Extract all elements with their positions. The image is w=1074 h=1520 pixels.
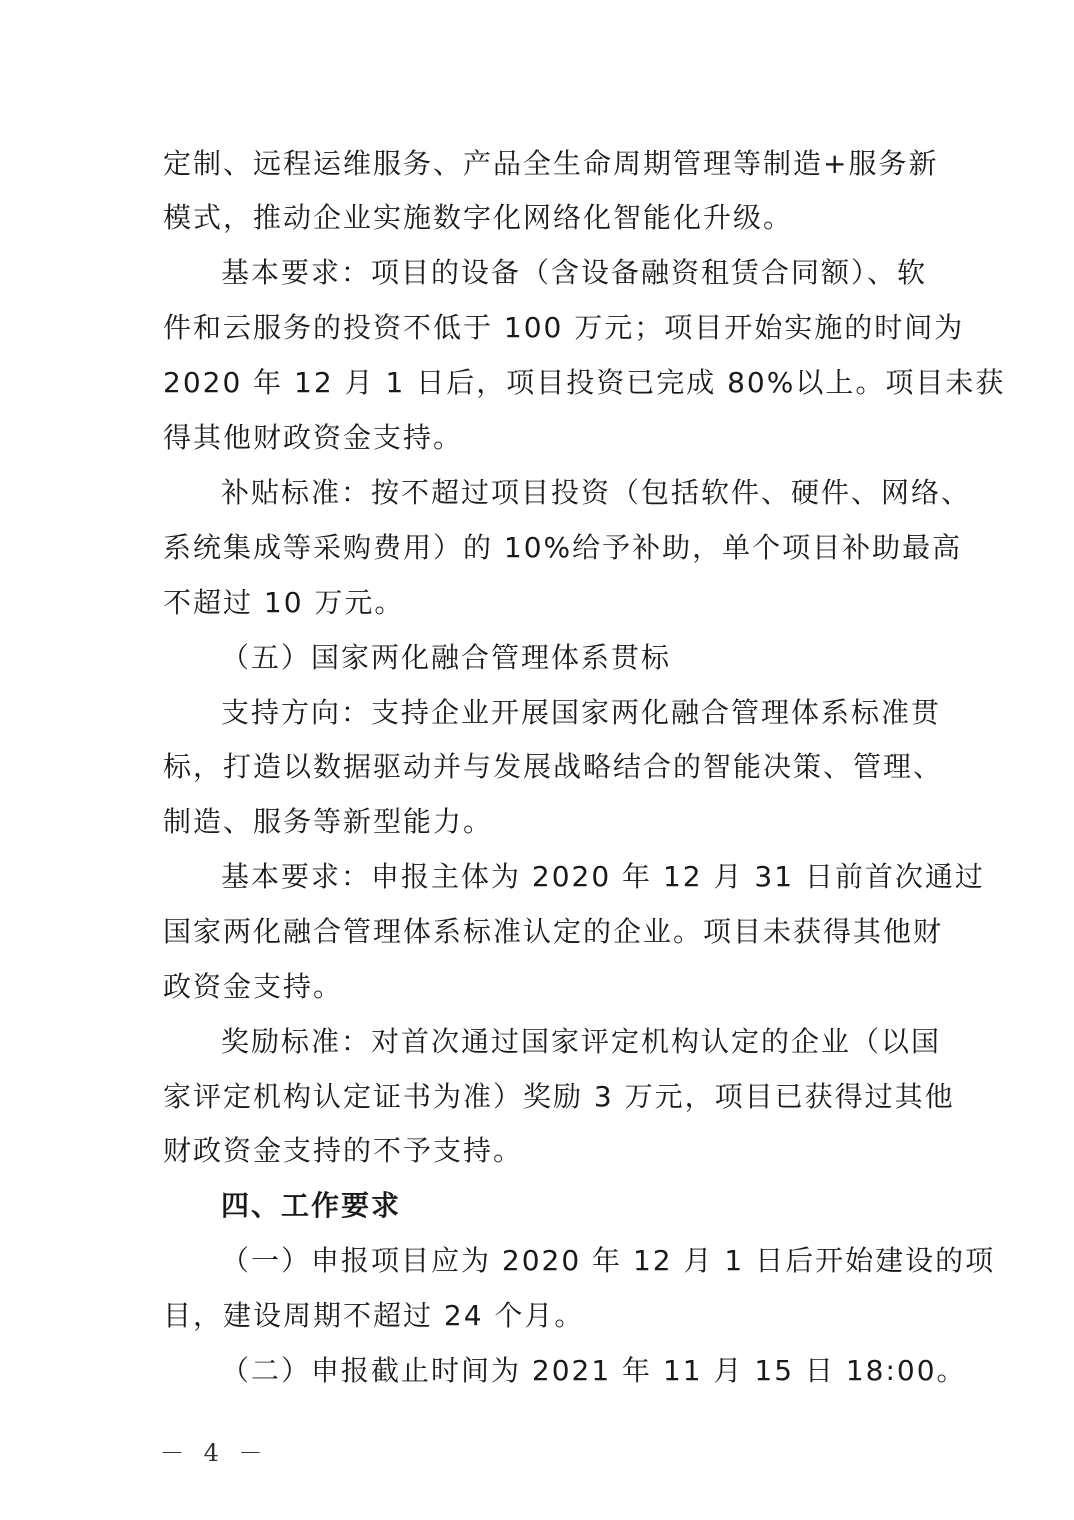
- text-line: 政资金支持。: [163, 970, 344, 1003]
- text-line: 财政资金支持的不予支持。: [163, 1134, 524, 1167]
- text-line: 国家两化融合管理体系标准认定的企业。项目未获得其他财: [163, 915, 944, 948]
- text-line: 定制、远程运维服务、产品全生命周期管理等制造+服务新: [163, 147, 939, 180]
- section-heading: 四、工作要求: [221, 1189, 402, 1222]
- text-line: 目，建设周期不超过 24 个月。: [163, 1299, 585, 1332]
- text-line: 件和云服务的投资不低于 100 万元；项目开始实施的时间为: [163, 311, 965, 344]
- section-heading: （五）国家两化融合管理体系贯标: [221, 641, 672, 674]
- text-line: 2020 年 12 月 1 日后，项目投资已完成 80%以上。项目未获: [163, 366, 1006, 399]
- text-line: 基本要求：项目的设备（含设备融资租赁合同额）、软: [221, 256, 928, 289]
- text-line: 制造、服务等新型能力。: [163, 805, 494, 838]
- text-line: 不超过 10 万元。: [163, 586, 405, 619]
- text-line: 基本要求：申报主体为 2020 年 12 月 31 日前首次通过: [221, 860, 985, 893]
- text-line: 奖励标准：对首次通过国家评定机构认定的企业（以国: [221, 1025, 942, 1058]
- text-line: 标，打造以数据驱动并与发展战略结合的智能决策、管理、: [163, 750, 944, 783]
- text-line: 家评定机构认定证书为准）奖励 3 万元，项目已获得过其他: [163, 1080, 955, 1113]
- page-number: － 4 －: [160, 1439, 269, 1467]
- text-line: 得其他财政资金支持。: [163, 421, 464, 454]
- text-line: 补贴标准：按不超过项目投资（包括软件、硬件、网络、: [221, 476, 972, 509]
- text-line: 支持方向：支持企业开展国家两化融合管理体系标准贯: [221, 696, 942, 729]
- text-line: （二）申报截止时间为 2021 年 11 月 15 日 18:00。: [221, 1354, 967, 1387]
- text-line: 模式，推动企业实施数字化网络化智能化升级。: [163, 201, 794, 234]
- text-line: （一）申报项目应为 2020 年 12 月 1 日后开始建设的项: [221, 1244, 996, 1277]
- text-line: 系统集成等采购费用）的 10%给予补助，单个项目补助最高: [163, 531, 963, 564]
